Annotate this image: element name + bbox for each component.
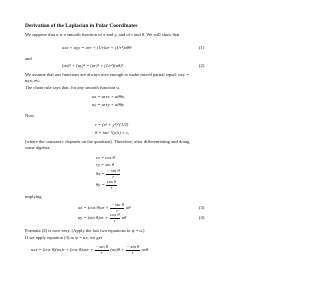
final-equation-tail: uxθ. xyxy=(141,247,150,253)
theta-y-numerator: cos θ xyxy=(106,179,117,184)
final-fraction-2-numerator: − sin θ xyxy=(126,244,140,249)
final-fraction-1 xyxy=(95,245,109,255)
rx-rhs: cos θ xyxy=(105,155,115,160)
equation-3-lhs: ux = (cos θ)ur + xyxy=(78,205,109,211)
equation-3-numerator: − sin θ xyxy=(110,202,124,207)
where-text-line-2: some algebra, xyxy=(25,145,51,150)
ry-rhs: sin θ xyxy=(105,162,115,167)
equation-2: (ux)² + (uy)² = (ur)² + (1/r²)(uθ)². xyxy=(62,63,125,68)
equation-4-denominator: r xyxy=(113,217,116,223)
equation-4-numerator: cos θ xyxy=(110,212,120,217)
where-text-line-1: (where the constant c depends on the quadrant). Therefore, after differentiating and doing xyxy=(25,139,190,144)
final-fraction-2-denominator: r xyxy=(131,249,134,255)
equation-2-number: (2) xyxy=(199,63,205,68)
final-equation-middle: (ux)θ + xyxy=(110,247,125,253)
theta-x-denominator: r xyxy=(112,173,115,179)
equation-4-lhs: uy = (sin θ)ur + xyxy=(78,215,108,221)
chain-rule-uy: uy = urry + uθθy. xyxy=(92,102,125,107)
assume-text-line-2: uyx, etc. xyxy=(25,78,41,83)
final-fraction-1-numerator: − sin θ xyxy=(95,244,109,249)
chain-rule-ux: ux = urrx + uθθx, xyxy=(92,94,126,99)
apply-text: If we apply equation (3) to ψ = ux, we get xyxy=(25,235,103,240)
rx-lhs: rx = xyxy=(96,155,105,160)
and-text: and xyxy=(25,56,32,61)
equation-3-tail: uθ xyxy=(125,205,131,211)
equation-3-denominator: r xyxy=(116,207,119,213)
formula-2-text: Formula (2) is now easy. (Apply the last two equations to ψ = u.) xyxy=(25,228,145,233)
rx-equation xyxy=(96,156,115,161)
theta-x-numerator: − sin θ xyxy=(106,168,120,173)
theta-x-lhs: θx = xyxy=(96,171,105,177)
now-text: Now, xyxy=(25,113,35,118)
final-equation-lhs: uxx = (cos θ)(ux)r + (cos θ)uxr + xyxy=(31,247,93,253)
equation-3 xyxy=(78,203,131,213)
final-fraction-1-denominator: r xyxy=(100,249,103,255)
final-equation xyxy=(31,245,149,255)
final-fraction-2 xyxy=(126,245,140,255)
theta-x-fraction xyxy=(106,169,120,179)
equation-4-fraction xyxy=(110,213,121,223)
theta-y-equation xyxy=(96,180,117,190)
theta-y-fraction xyxy=(106,180,117,190)
equation-1: uxx + uyy = urr + (1/r)ur + (1/r²)uθθ xyxy=(62,45,132,50)
ry-equation xyxy=(96,163,114,168)
equation-4-tail: uθ xyxy=(121,215,127,221)
ry-lhs: ry = xyxy=(96,162,105,167)
equation-1-number: (1) xyxy=(199,45,205,50)
r-definition: r = (x² + y²)^(1/2) xyxy=(95,122,129,127)
equation-4 xyxy=(78,213,126,223)
theta-y-denominator: r xyxy=(110,184,113,190)
theta-definition: θ = tan⁻¹(y/x) + c, xyxy=(95,130,130,135)
equation-4-number: (4) xyxy=(199,215,205,220)
implying-text: implying xyxy=(25,194,42,199)
chain-rule-text: The chain rule says that, for any smooth function u, xyxy=(25,85,120,90)
page-title: Derivation of the Laplacian in Polar Coordinates xyxy=(25,23,138,29)
assume-text-line-1: We assume that our functions are always nice enough to make mixed partial equal: uxy = xyxy=(25,72,189,77)
theta-y-lhs: θy = xyxy=(96,182,105,188)
equation-3-number: (3) xyxy=(199,205,205,210)
theta-x-equation xyxy=(96,169,121,179)
intro-text: We suppose that u is a smooth function of x and y, and of r and θ. We will show that xyxy=(25,32,180,37)
